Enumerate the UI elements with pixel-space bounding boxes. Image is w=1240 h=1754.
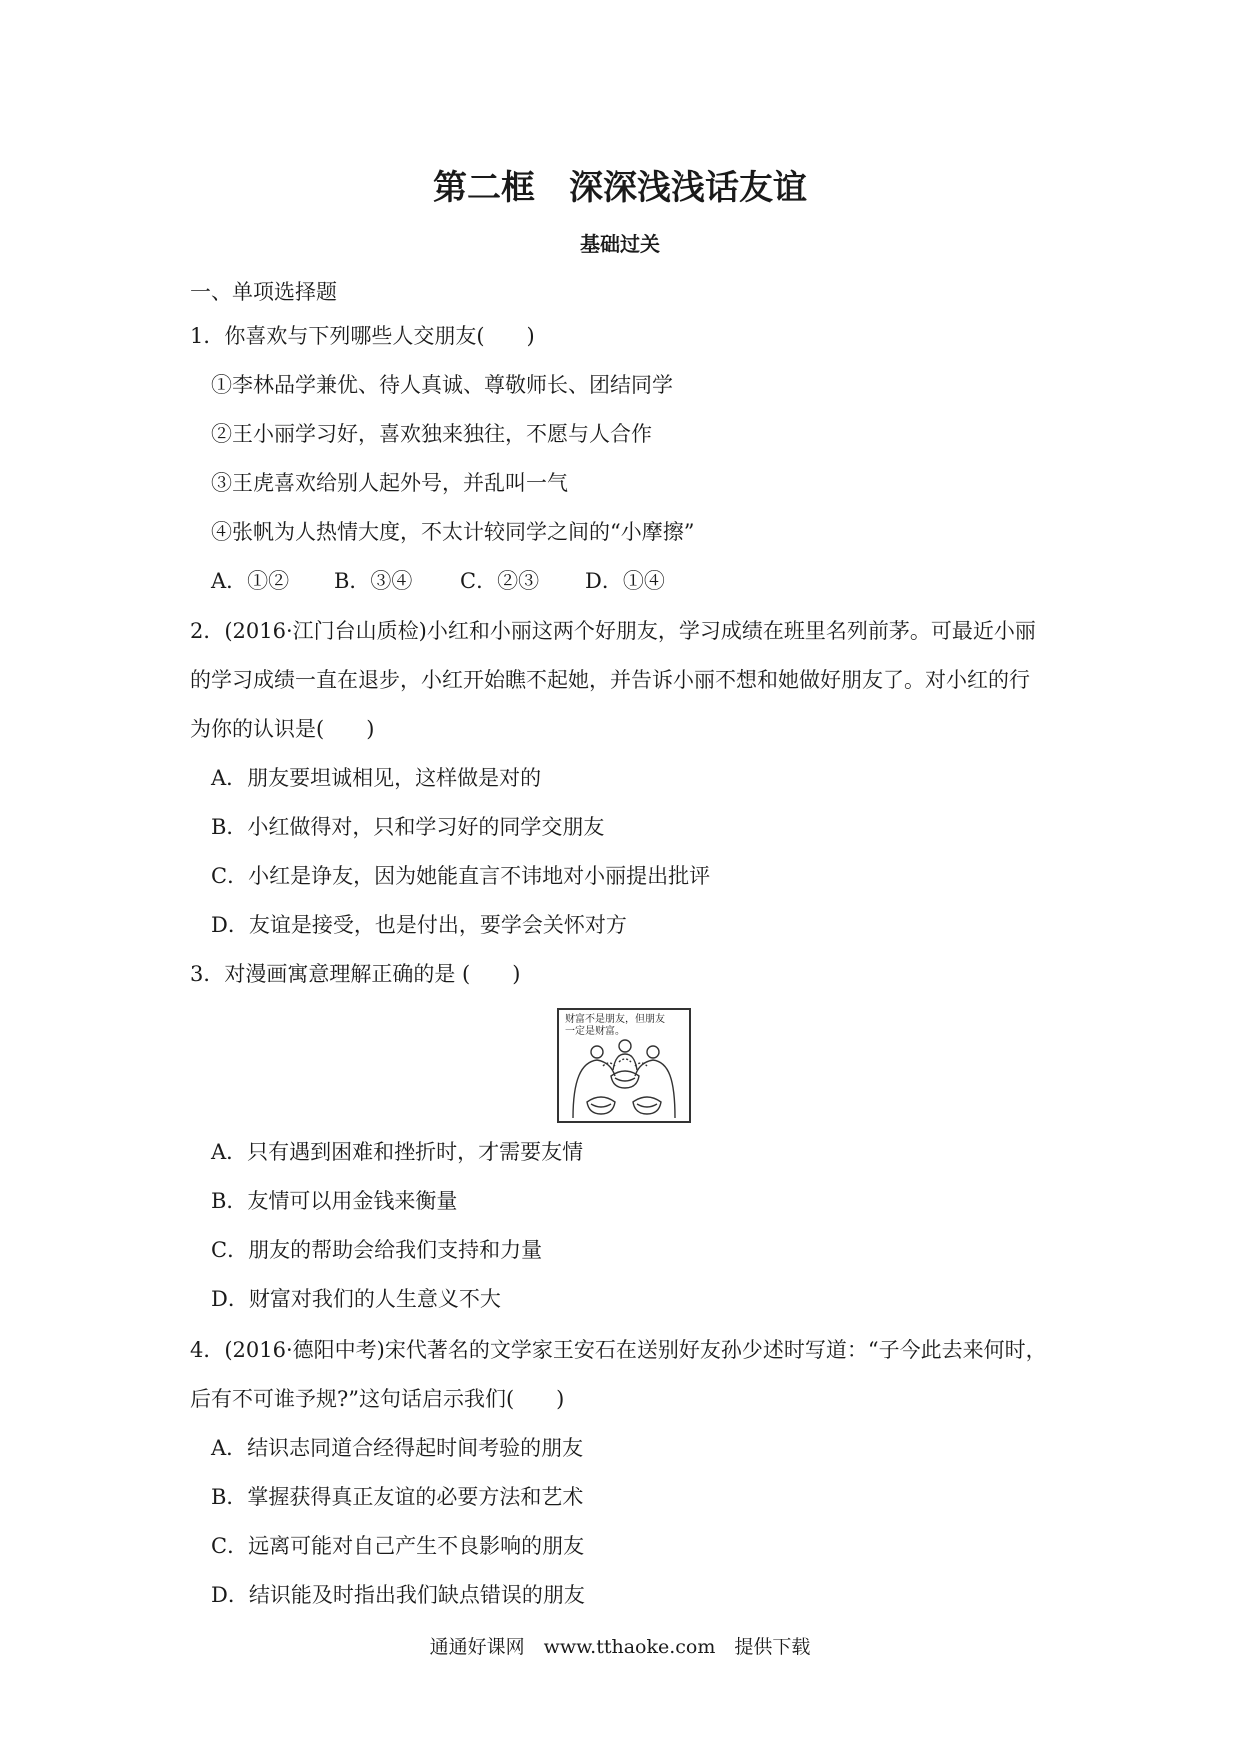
question-1-item: ①李林品学兼优、待人真诚、尊敬师长、团结同学	[211, 373, 673, 397]
question-3-stem: 3．对漫画寓意理解正确的是 ( )	[190, 962, 521, 986]
cartoon-caption: 财富不是朋友，但朋友 一定是财富。	[565, 1014, 665, 1037]
question-1-option-d: D．①④	[585, 569, 665, 593]
question-2-stem: 的学习成绩一直在退步，小红开始瞧不起她，并告诉小丽不想和她做好朋友了。对小红的行	[190, 668, 1030, 692]
cartoon-image	[557, 1008, 691, 1123]
question-4-option-b: B．掌握获得真正友谊的必要方法和艺术	[211, 1485, 584, 1509]
question-1-item: ④张帆为人热情大度，不太计较同学之间的“小摩擦”	[211, 520, 695, 544]
question-4-stem: 后有不可谁予规?”这句话启示我们( )	[190, 1387, 565, 1411]
question-4-option-d: D．结识能及时指出我们缺点错误的朋友	[211, 1583, 585, 1607]
question-1-stem: 1．你喜欢与下列哪些人交朋友( )	[190, 324, 535, 348]
question-4-option-a: A．结识志同道合经得起时间考验的朋友	[211, 1436, 584, 1460]
question-3-option-c: C．朋友的帮助会给我们支持和力量	[211, 1238, 543, 1262]
question-4-option-c: C．远离可能对自己产生不良影响的朋友	[211, 1534, 585, 1558]
page-title: 第二框 深深浅浅话友谊	[433, 168, 807, 208]
page-footer: 通通好课网 www.tthaoke.com 提供下载	[429, 1636, 811, 1658]
page-subtitle: 基础过关	[580, 232, 660, 256]
question-1-item: ②王小丽学习好，喜欢独来独往，不愿与人合作	[211, 422, 652, 446]
question-4-stem: 4．(2016·德阳中考)宋代著名的文学家王安石在送别好友孙少述时写道：“子今此去来何时，	[190, 1338, 1047, 1362]
question-2-stem: 为你的认识是( )	[190, 717, 375, 741]
question-3-option-a: A．只有遇到困难和挫折时，才需要友情	[211, 1140, 584, 1164]
question-2-stem: 2．(2016·江门台山质检)小红和小丽这两个好朋友，学习成绩在班里名列前茅。可最近小丽	[190, 619, 1036, 643]
section-heading: 一、单项选择题	[190, 280, 337, 304]
question-1-option-b: B．③④	[334, 569, 413, 593]
question-1-item: ③王虎喜欢给别人起外号，并乱叫一气	[211, 471, 568, 495]
question-3-option-d: D．财富对我们的人生意义不大	[211, 1287, 501, 1311]
cartoon-drawing	[559, 1010, 689, 1121]
question-2-option-b: B．小红做得对，只和学习好的同学交朋友	[211, 815, 605, 839]
question-1-option-c: C．②③	[460, 569, 540, 593]
question-2-option-c: C．小红是诤友，因为她能直言不讳地对小丽提出批评	[211, 864, 711, 888]
question-2-option-d: D．友谊是接受，也是付出，要学会关怀对方	[211, 913, 627, 937]
question-1-option-a: A．①②	[211, 569, 290, 593]
question-2-option-a: A．朋友要坦诚相见，这样做是对的	[211, 766, 542, 790]
question-3-option-b: B．友情可以用金钱来衡量	[211, 1189, 458, 1213]
